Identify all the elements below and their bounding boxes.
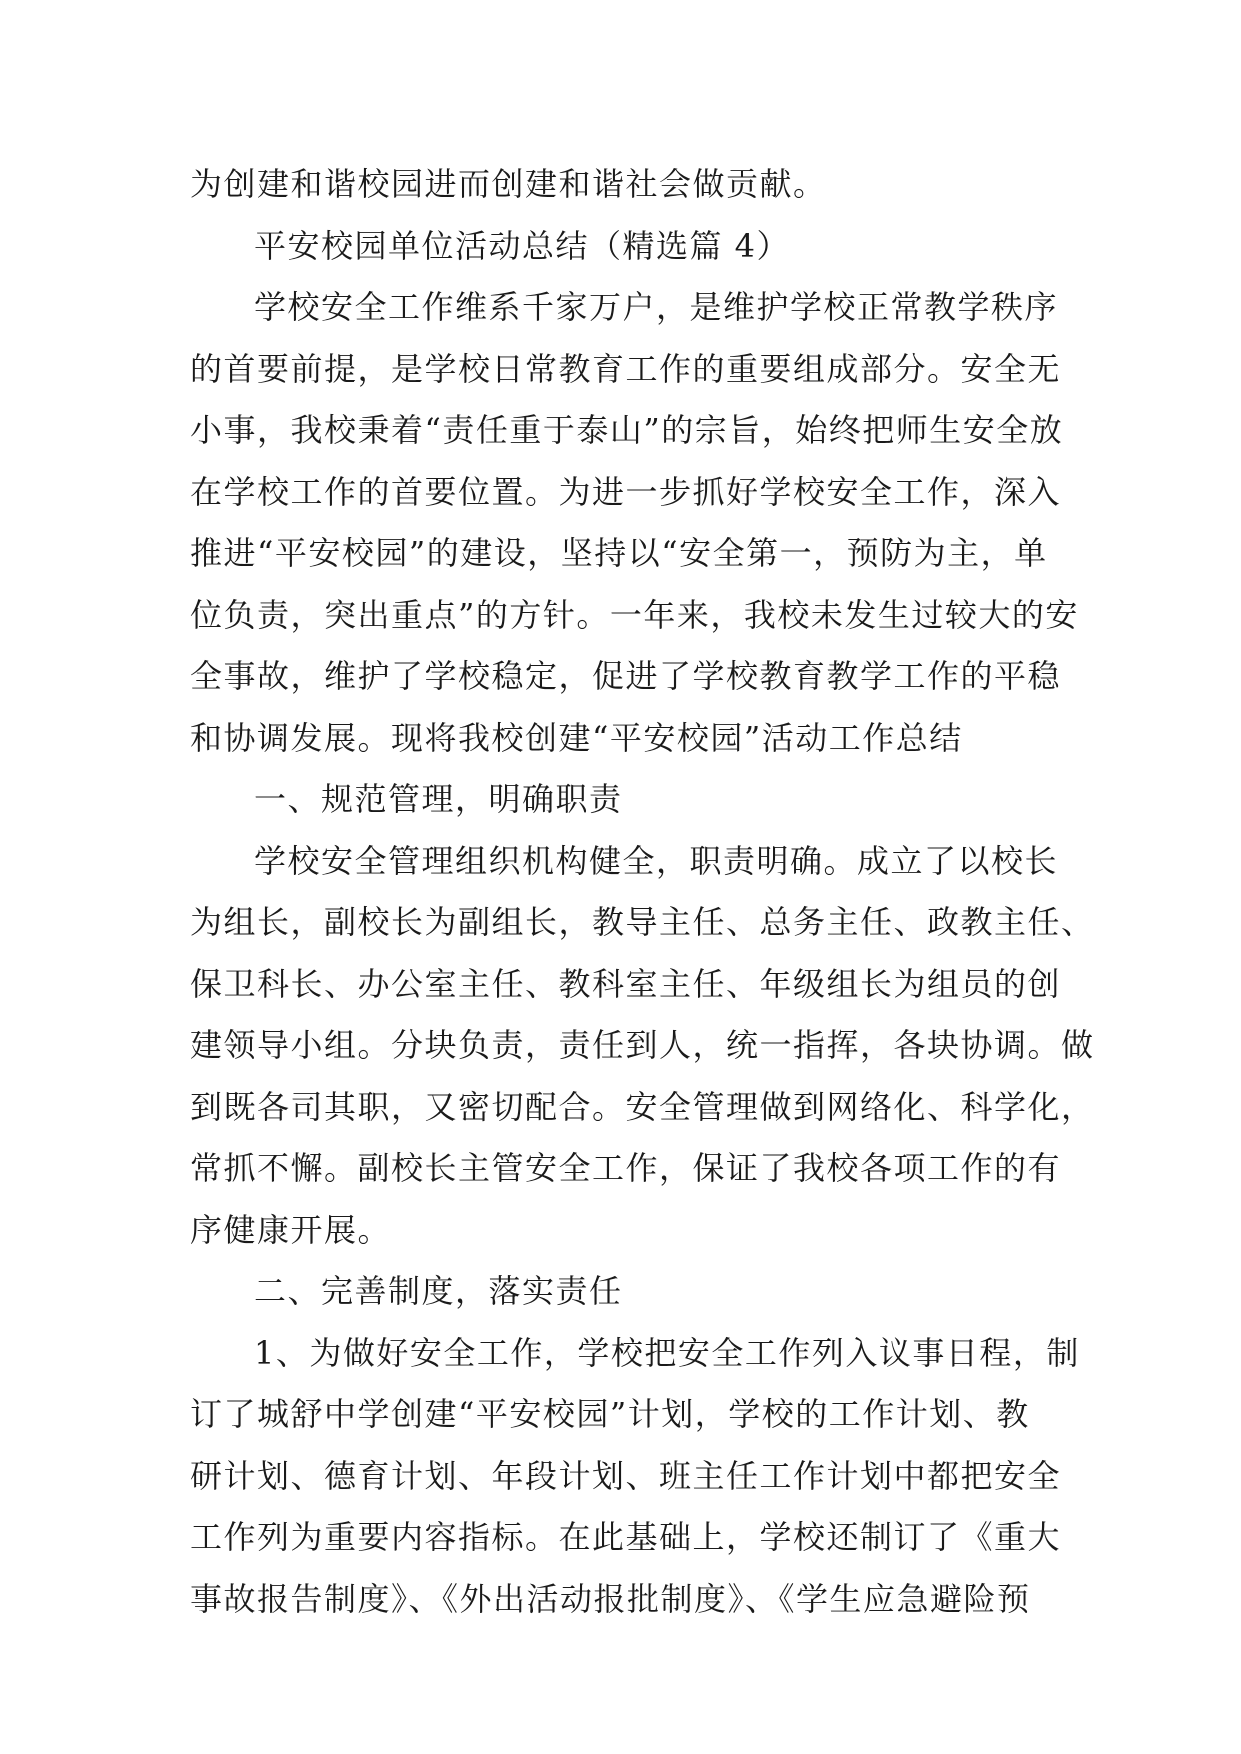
- text-line: 和协调发展。现将我校创建“平安校园”活动工作总结: [190, 718, 963, 757]
- text-line: 订了城舒中学创建“平安校园”计划，学校的工作计划、教: [190, 1395, 1030, 1433]
- text-line: 1、为做好安全工作，学校把安全工作列入议事日程，制: [254, 1333, 1080, 1372]
- text-line: 在学校工作的首要位置。为进一步抓好学校安全工作，深入: [190, 472, 1062, 511]
- text-line: 的首要前提，是学校日常教育工作的重要组成部分。安全无: [190, 349, 1062, 388]
- text-line: 为创建和谐校园进而创建和谐社会做贡献。: [190, 165, 827, 203]
- document-body: [190, 154, 1095, 1630]
- text-line: 学校安全管理组织机构健全，职责明确。成立了以校长: [254, 841, 1059, 880]
- text-line: 建领导小组。分块负责，责任到人，统一指挥，各块协调。做: [190, 1026, 1095, 1064]
- text-line: 小事，我校秉着“责任重于泰山”的宗旨，始终把师生安全放: [190, 411, 1064, 449]
- heading-two: 二、完善制度，落实责任: [254, 1272, 623, 1310]
- text-line: 位负责，突出重点”的方针。一年来，我校未发生过较大的安: [190, 595, 1079, 634]
- text-line: 为组长，副校长为副组长，教导主任、总务主任、政教主任、: [190, 903, 1095, 941]
- text-line: 推进“平安校园”的建设，坚持以“安全第一，预防为主，单: [190, 534, 1048, 572]
- section-title: 平安校园单位活动总结（精选篇 4）: [254, 226, 791, 265]
- text-line: 学校安全工作维系千家万户，是维护学校正常教学秩序: [254, 288, 1059, 326]
- text-line: 序健康开展。: [190, 1210, 392, 1249]
- text-line: 事故报告制度》、《外出活动报批制度》、《学生应急避险预: [190, 1579, 1031, 1618]
- text-line: 全事故，维护了学校稳定，促进了学校教育教学工作的平稳: [190, 657, 1062, 695]
- text-line: 常抓不懈。副校长主管安全工作，保证了我校各项工作的有: [190, 1149, 1062, 1187]
- text-line: 工作列为重要内容指标。在此基础上，学校还制订了《重大: [190, 1518, 1062, 1556]
- text-line: 到既各司其职，又密切配合。安全管理做到网络化、科学化，: [190, 1087, 1095, 1126]
- heading-one: 一、规范管理，明确职责: [254, 780, 623, 818]
- text-line: 研计划、德育计划、年段计划、班主任工作计划中都把安全: [190, 1456, 1062, 1495]
- text-line: 保卫科长、办公室主任、教科室主任、年级组长为组员的创: [190, 964, 1062, 1003]
